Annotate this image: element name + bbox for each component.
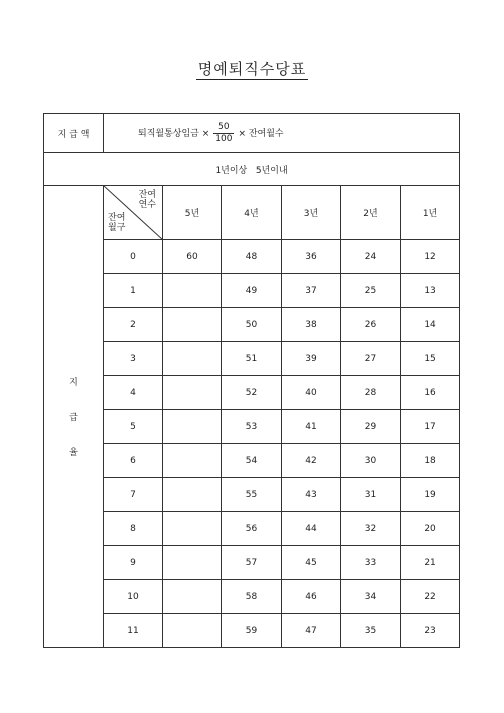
rate-cell: 24 — [341, 240, 401, 274]
formula-right: × 잔여월수 — [238, 128, 284, 139]
rate-cell: 17 — [401, 410, 460, 444]
table-row — [44, 512, 460, 546]
column-header: 4년 — [222, 186, 282, 240]
side-label-char: 지 — [69, 378, 78, 388]
rate-cell: 46 — [282, 580, 341, 614]
rate-cell: 14 — [401, 308, 460, 342]
rate-cell: 27 — [341, 342, 401, 376]
rate-cell: 31 — [341, 478, 401, 512]
column-header: 1년 — [401, 186, 460, 240]
rate-cell — [163, 308, 222, 342]
header-row — [44, 186, 460, 240]
rate-cell: 36 — [282, 240, 341, 274]
table-row — [44, 376, 460, 410]
rate-cell: 26 — [341, 308, 401, 342]
rate-cell: 57 — [222, 546, 282, 580]
rate-cell: 51 — [222, 342, 282, 376]
payment-row — [44, 114, 460, 153]
title-text: 명예퇴직수당표 — [197, 60, 307, 78]
rate-cell — [163, 478, 222, 512]
rate-cell: 55 — [222, 478, 282, 512]
rate-cell: 34 — [341, 580, 401, 614]
column-header: 3년 — [282, 186, 341, 240]
rate-cell: 29 — [341, 410, 401, 444]
rate-cell — [163, 376, 222, 410]
month-cell: 6 — [104, 444, 163, 478]
period-text: 1년이상 5년이내 — [215, 165, 288, 176]
rate-cell: 60 — [163, 240, 222, 274]
rate-cell: 33 — [341, 546, 401, 580]
rate-cell: 49 — [222, 274, 282, 308]
rate-cell: 25 — [341, 274, 401, 308]
diag-bottom-line1: 잔여 — [108, 213, 126, 223]
rate-cell: 38 — [282, 308, 341, 342]
table-row — [44, 410, 460, 444]
retirement-allowance-table — [43, 113, 460, 648]
rate-cell: 35 — [341, 614, 401, 648]
period-row — [44, 153, 460, 186]
table-row — [44, 274, 460, 308]
diag-bottom-line2: 월구 — [108, 223, 126, 233]
rate-cell: 43 — [282, 478, 341, 512]
rate-cell: 18 — [401, 444, 460, 478]
rate-cell: 59 — [222, 614, 282, 648]
rate-cell: 39 — [282, 342, 341, 376]
rate-cell: 58 — [222, 580, 282, 614]
rate-cell: 19 — [401, 478, 460, 512]
diag-bottom-label — [108, 213, 125, 233]
rate-cell: 23 — [401, 614, 460, 648]
month-cell: 4 — [104, 376, 163, 410]
diag-top-label — [139, 190, 156, 210]
side-label-cell — [44, 186, 104, 648]
table-row — [44, 614, 460, 648]
formula-left: 퇴직월통상임금 × — [138, 128, 210, 139]
column-header: 2년 — [341, 186, 401, 240]
rate-cell: 16 — [401, 376, 460, 410]
month-cell: 9 — [104, 546, 163, 580]
rate-cell — [163, 614, 222, 648]
month-cell: 3 — [104, 342, 163, 376]
month-cell: 5 — [104, 410, 163, 444]
rate-cell: 37 — [282, 274, 341, 308]
month-cell: 11 — [104, 614, 163, 648]
fraction-denominator: 100 — [215, 133, 233, 144]
diagonal-header-cell — [104, 186, 163, 240]
rate-cell: 21 — [401, 546, 460, 580]
rate-cell — [163, 580, 222, 614]
rate-cell: 40 — [282, 376, 341, 410]
rate-cell: 44 — [282, 512, 341, 546]
month-cell: 1 — [104, 274, 163, 308]
formula-fraction — [213, 122, 234, 145]
table-row — [44, 546, 460, 580]
rate-cell: 54 — [222, 444, 282, 478]
rate-cell — [163, 546, 222, 580]
rate-cell — [163, 444, 222, 478]
table-row — [44, 240, 460, 274]
side-label-char: 율 — [69, 448, 78, 458]
rate-cell: 48 — [222, 240, 282, 274]
table-row — [44, 342, 460, 376]
period-cell — [44, 153, 460, 186]
rate-cell: 50 — [222, 308, 282, 342]
table-row — [44, 478, 460, 512]
rate-cell: 12 — [401, 240, 460, 274]
rate-cell: 47 — [282, 614, 341, 648]
month-cell: 7 — [104, 478, 163, 512]
fraction-numerator: 50 — [213, 122, 234, 134]
rate-cell: 53 — [222, 410, 282, 444]
rate-cell — [163, 342, 222, 376]
rate-cell: 41 — [282, 410, 341, 444]
rate-cell: 22 — [401, 580, 460, 614]
column-header: 5년 — [163, 186, 222, 240]
payment-formula — [104, 114, 460, 153]
month-cell: 0 — [104, 240, 163, 274]
month-cell: 2 — [104, 308, 163, 342]
rate-cell: 15 — [401, 342, 460, 376]
month-cell: 8 — [104, 512, 163, 546]
rate-cell — [163, 410, 222, 444]
rate-cell: 20 — [401, 512, 460, 546]
table-row — [44, 308, 460, 342]
payment-label: 지 급 액 — [44, 114, 104, 153]
table-row — [44, 444, 460, 478]
rate-cell — [163, 512, 222, 546]
rate-cell: 30 — [341, 444, 401, 478]
rate-cell: 28 — [341, 376, 401, 410]
rate-cell: 52 — [222, 376, 282, 410]
rate-cell: 42 — [282, 444, 341, 478]
rate-cell: 32 — [341, 512, 401, 546]
side-label-char: 급 — [69, 413, 78, 423]
document-title — [0, 58, 504, 79]
rate-cell: 45 — [282, 546, 341, 580]
diag-top-line1: 잔여 — [138, 190, 156, 200]
rate-cell: 56 — [222, 512, 282, 546]
diag-top-line2: 연수 — [138, 200, 156, 210]
rate-cell: 13 — [401, 274, 460, 308]
month-cell: 10 — [104, 580, 163, 614]
rate-cell — [163, 274, 222, 308]
table-row — [44, 580, 460, 614]
